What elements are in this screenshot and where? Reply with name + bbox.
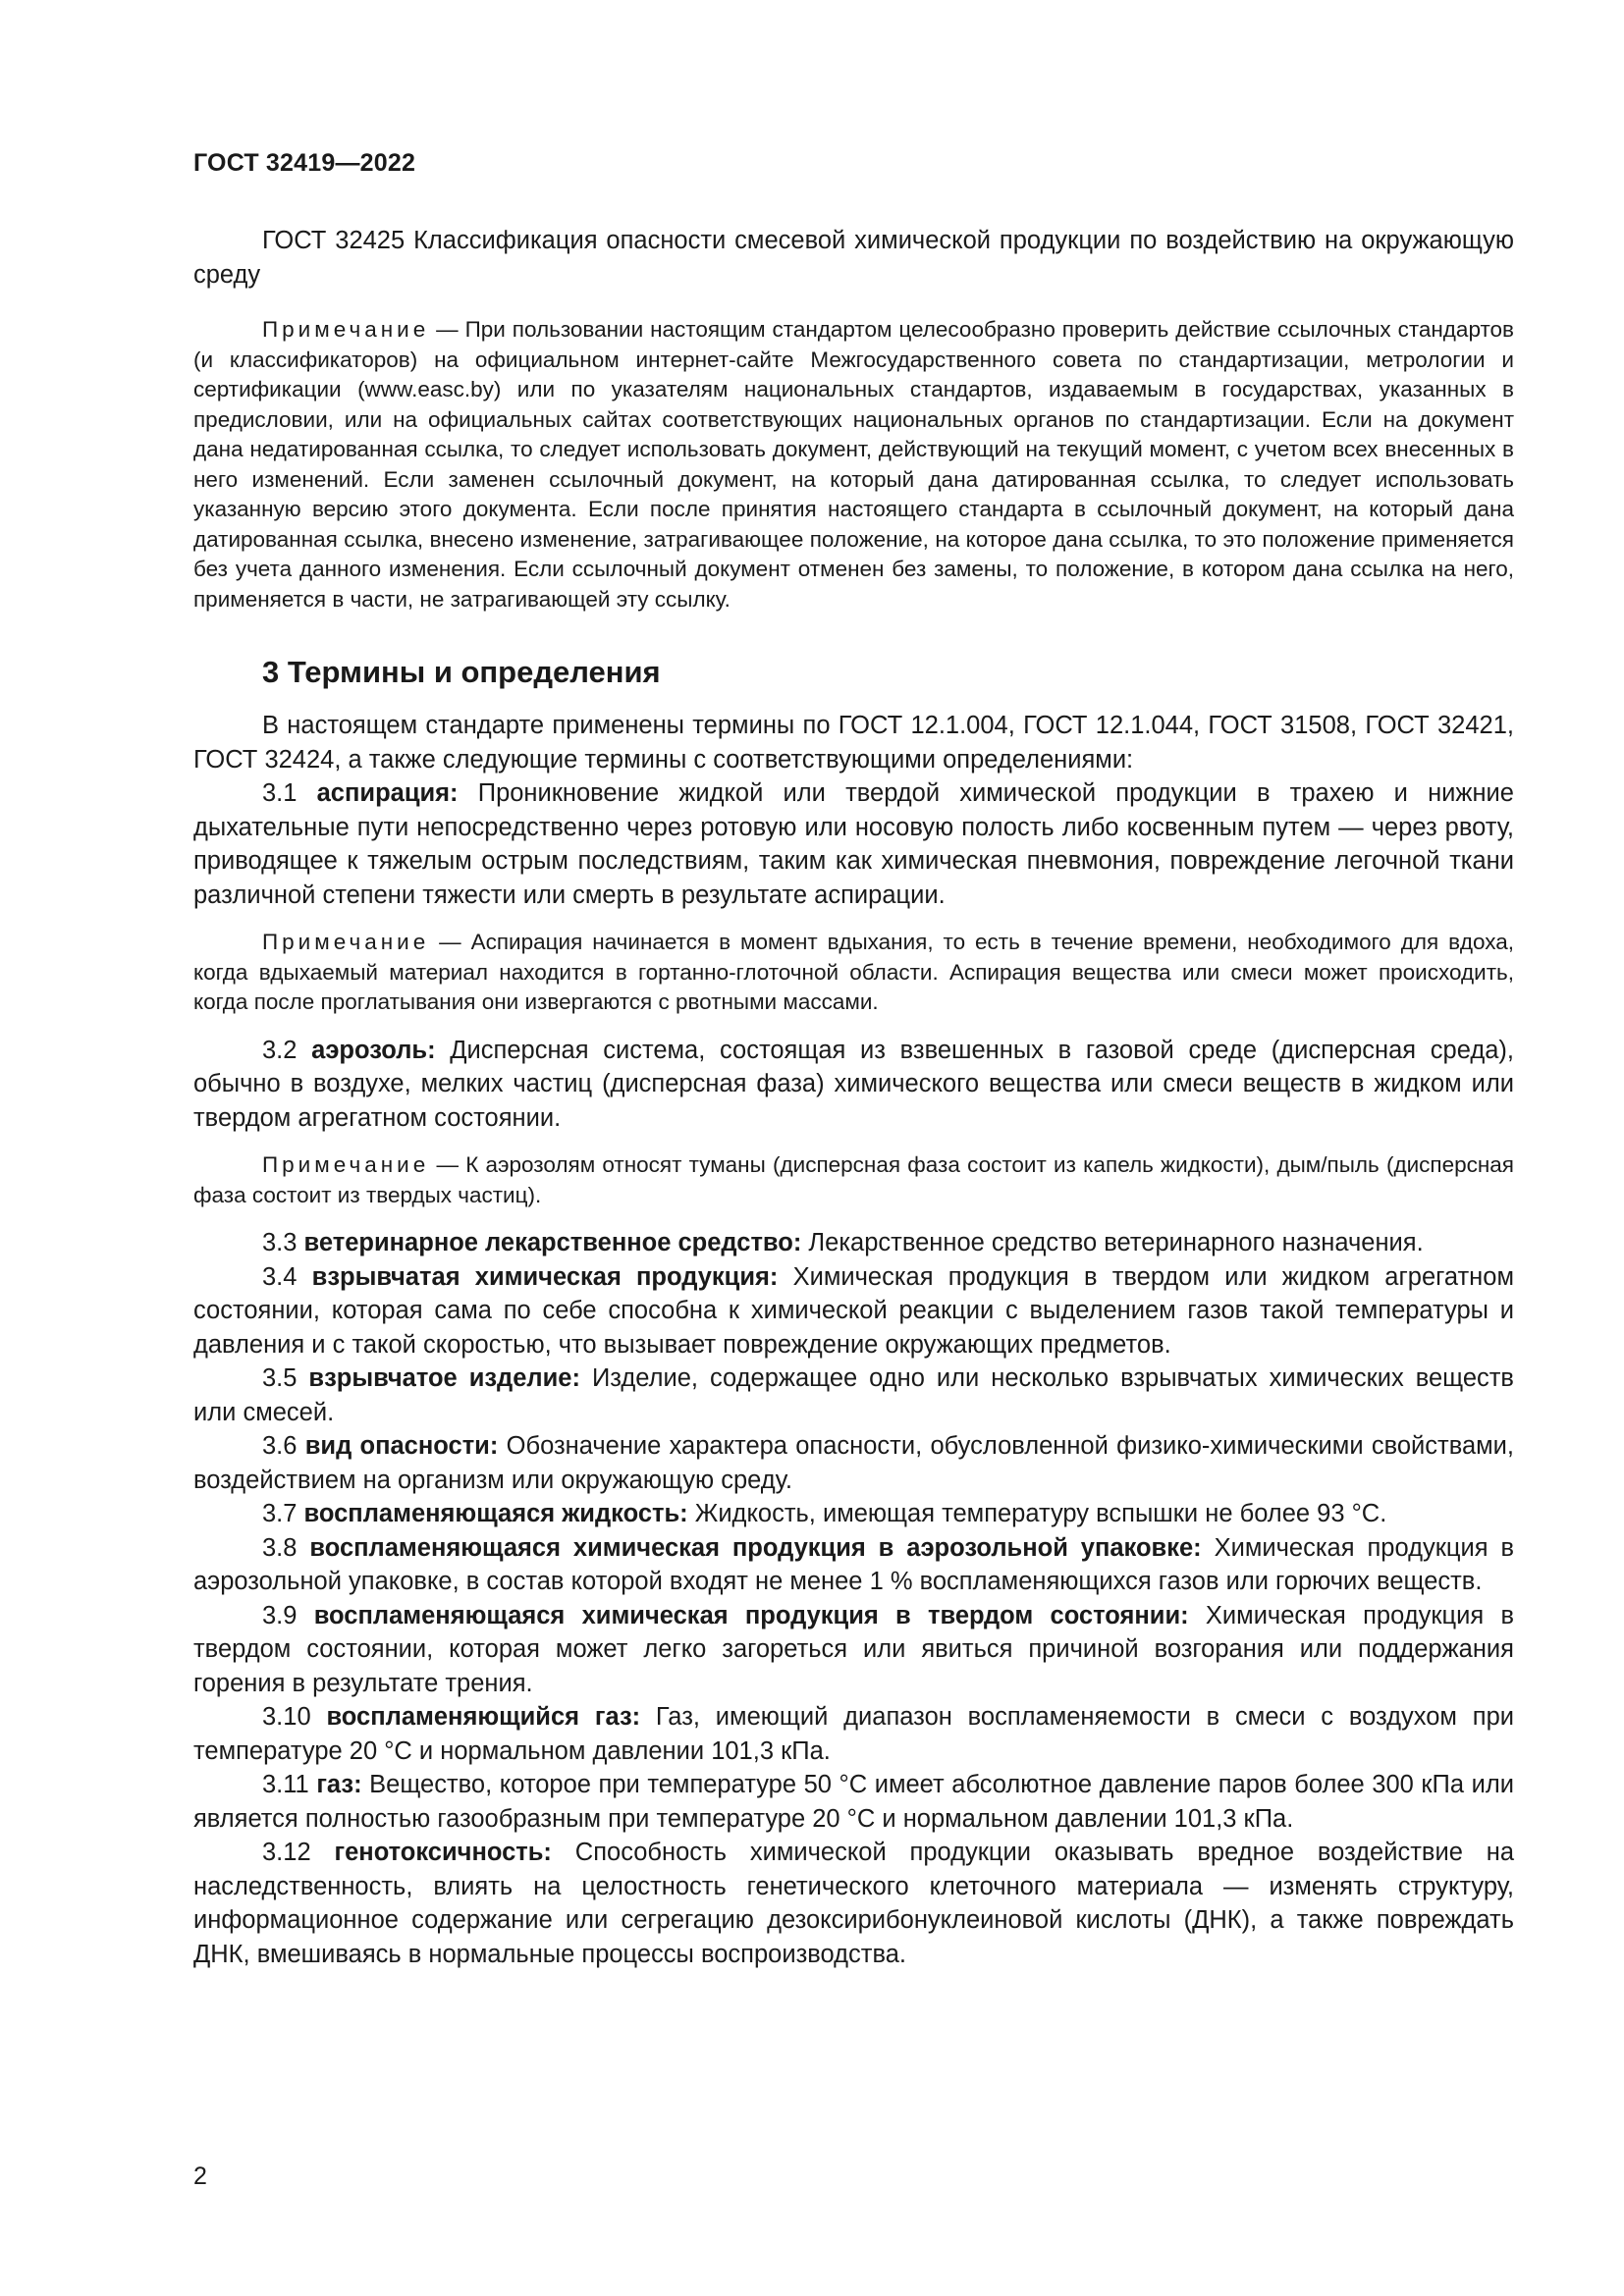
term-entry <box>193 1260 1514 1362</box>
term-definition: Дисперсная система, состоящая из взвешенных в газовой среде (дисперсная среда), обычно в воздухе, мелких частиц (дисперсная фаза) химического вещества или смеси веществ в жидком или твердом агрегатном состоянии. <box>193 1036 1514 1132</box>
term-definition: Газ, имеющий диапазон воспламеняемости в смеси с воздухом при температуре 20 °С и нормальном давлении 101,3 кПа. <box>193 1703 1515 1765</box>
term-name: взрывчатое изделие: <box>308 1364 580 1392</box>
term-entry <box>193 1531 1514 1599</box>
term-name: взрывчатая химическая продукция: <box>311 1262 779 1291</box>
term-definition: Химическая продукция в твердом или жидком агрегатном состоянии, которая сама по себе способна к химической реакции с выделением газов такой температуры и давления и с такой скоростью, что вызывает повреждение окружающих предметов. <box>193 1262 1514 1359</box>
term-number: 3.4 <box>262 1262 312 1291</box>
term-name: газ: <box>316 1771 362 1798</box>
note-text: — При пользовании настоящим стандартом целесообразно проверить действие ссылочных стандартов (и классификаторов) на официальном интернет-сайте Межгосударственного совета по стандартизации, метрологии и сертификации (www.easc.by) или по указателям национальных стандартов, издаваемым в государствах, указанных в предисловии, или на официальных сайтах соответствующих национальных органов по стандартизации. Если на документ дана недатированная ссылка, то следует использовать документ, действующий на текущий момент, с учетом всех внесенных в него изменений. Если заменен ссылочный документ, на который дана датированная ссылка, то следует использовать указанную версию этого документа. Если после принятия настоящего стандарта в ссылочный документ, на который дана датированная ссылка, внесено изменение, затрагивающее положение, на которое дана ссылка, то это положение применяется без учета данного изменения. Если ссылочный документ отменен без замены, то положение, в котором дана ссылка на него, применяется в части, не затрагивающей эту ссылку. <box>193 317 1514 612</box>
term-definition: Обозначение характера опасности, обусловленной физико-химическими свойствами, воздействием на организм или окружающую среду. <box>193 1432 1514 1494</box>
term-definition: Лекарственное средство ветеринарного назначения. <box>801 1229 1424 1256</box>
term-definition: Изделие, содержащее одно или несколько взрывчатых химических веществ или смесей. <box>193 1364 1514 1426</box>
term-number: 3.10 <box>262 1703 327 1731</box>
term-name: воспламеняющийся газ: <box>326 1703 641 1731</box>
term-number: 3.1 <box>262 779 317 807</box>
page-number: 2 <box>193 2163 207 2190</box>
term-entry <box>193 1768 1514 1836</box>
reference-entry: ГОСТ 32425 Классификация опасности смесевой химической продукции по воздействию на окружающую среду <box>193 227 1514 289</box>
term-number: 3.12 <box>262 1839 335 1866</box>
term-number: 3.6 <box>262 1432 305 1460</box>
term-name: вид опасности: <box>304 1432 499 1460</box>
term-definition: Химическая продукция в твердом состоянии, которая может легко загореться или явиться причиной возгорания или поддержания горения в результате трения. <box>193 1601 1514 1697</box>
note-label: Примечание <box>262 930 430 954</box>
term-name: воспламеняющаяся жидкость: <box>303 1500 688 1527</box>
term-entry <box>193 1700 1514 1768</box>
note <box>193 928 1514 1018</box>
term-name: ветеринарное лекарственное средство: <box>303 1229 802 1256</box>
term-definition: Вещество, которое при температуре 50 °С имеет абсолютное давление паров более 300 кПа или является полностью газообразным при температуре 20 °С и нормальном давлении 101,3 кПа. <box>193 1771 1514 1833</box>
term-number: 3.5 <box>262 1364 309 1392</box>
note <box>193 315 1514 614</box>
term-definition: Проникновение жидкой или твердой химической продукции в трахею и нижние дыхательные пути непосредственно через ротовую или носовую полость либо косвенным путем — через рвоту, приводящее к тяжелым острым последствиям, таким как химическая пневмония, повреждение легочной ткани различной степени тяжести или смерть в результате аспирации. <box>193 779 1514 909</box>
term-entry <box>193 1497 1514 1531</box>
term-definition: Жидкость, имеющая температуру вспышки не более 93 °С. <box>687 1500 1387 1527</box>
term-number: 3.2 <box>262 1036 312 1064</box>
term-number: 3.11 <box>262 1771 317 1798</box>
note-text: — К аэрозолям относят туманы (дисперсная фаза состоит из капель жидкости), дым/пыль (дисперсная фаза состоит из твердых частиц). <box>193 1152 1514 1207</box>
term-entry <box>193 1599 1514 1701</box>
note-label: Примечание <box>262 1152 430 1177</box>
term-entry <box>193 776 1514 912</box>
note-text: — Аспирация начинается в момент вдыхания, то есть в течение времени, необходимого для вдоха, когда вдыхаемый материал находится в гортанно-глоточной области. Аспирация вещества или смеси может происходить, когда после проглатывания они извергаются с рвотными массами. <box>193 930 1514 1014</box>
term-name: генотоксичность: <box>334 1839 552 1866</box>
term-name: воспламеняющаяся химическая продукция в твердом состоянии: <box>313 1601 1189 1629</box>
term-entry <box>193 1034 1514 1136</box>
note-label: Примечание <box>262 317 430 342</box>
note <box>193 1150 1514 1210</box>
term-number: 3.9 <box>262 1601 314 1629</box>
term-entry <box>193 1226 1514 1260</box>
term-name: аспирация: <box>316 779 459 807</box>
term-name: воспламеняющаяся химическая продукция в аэрозольной упаковке: <box>309 1533 1202 1562</box>
term-definition: Способность химической продукции оказывать вредное воздействие на наследственность, влиять на целостность генетического клеточного материала — изменять структуру, информационное содержание или сегрегацию дезоксирибонуклеиновой кислоты (ДНК), а также повреждать ДНК, вмешиваясь в нормальные процессы воспроизводства. <box>193 1839 1514 1968</box>
term-number: 3.3 <box>262 1229 304 1256</box>
section-intro: В настоящем стандарте применены термины по ГОСТ 12.1.004, ГОСТ 12.1.044, ГОСТ 31508, ГОСТ 32421, ГОСТ 32424, а также следующие термины с соответствующими определениями: <box>193 712 1514 774</box>
page-content <box>193 224 1514 1971</box>
section-heading: 3 Термины и определения <box>262 655 661 689</box>
term-entry <box>193 1362 1514 1429</box>
term-entry <box>193 1836 1514 1971</box>
term-number: 3.8 <box>262 1533 310 1562</box>
document-header: ГОСТ 32419—2022 <box>193 149 416 177</box>
term-name: аэрозоль: <box>311 1036 436 1064</box>
term-definition: Химическая продукция в аэрозольной упаковке, в состав которой входят не менее 1 % воспламеняющихся газов или горючих веществ. <box>193 1533 1514 1595</box>
term-number: 3.7 <box>262 1500 304 1527</box>
term-entry <box>193 1429 1514 1497</box>
